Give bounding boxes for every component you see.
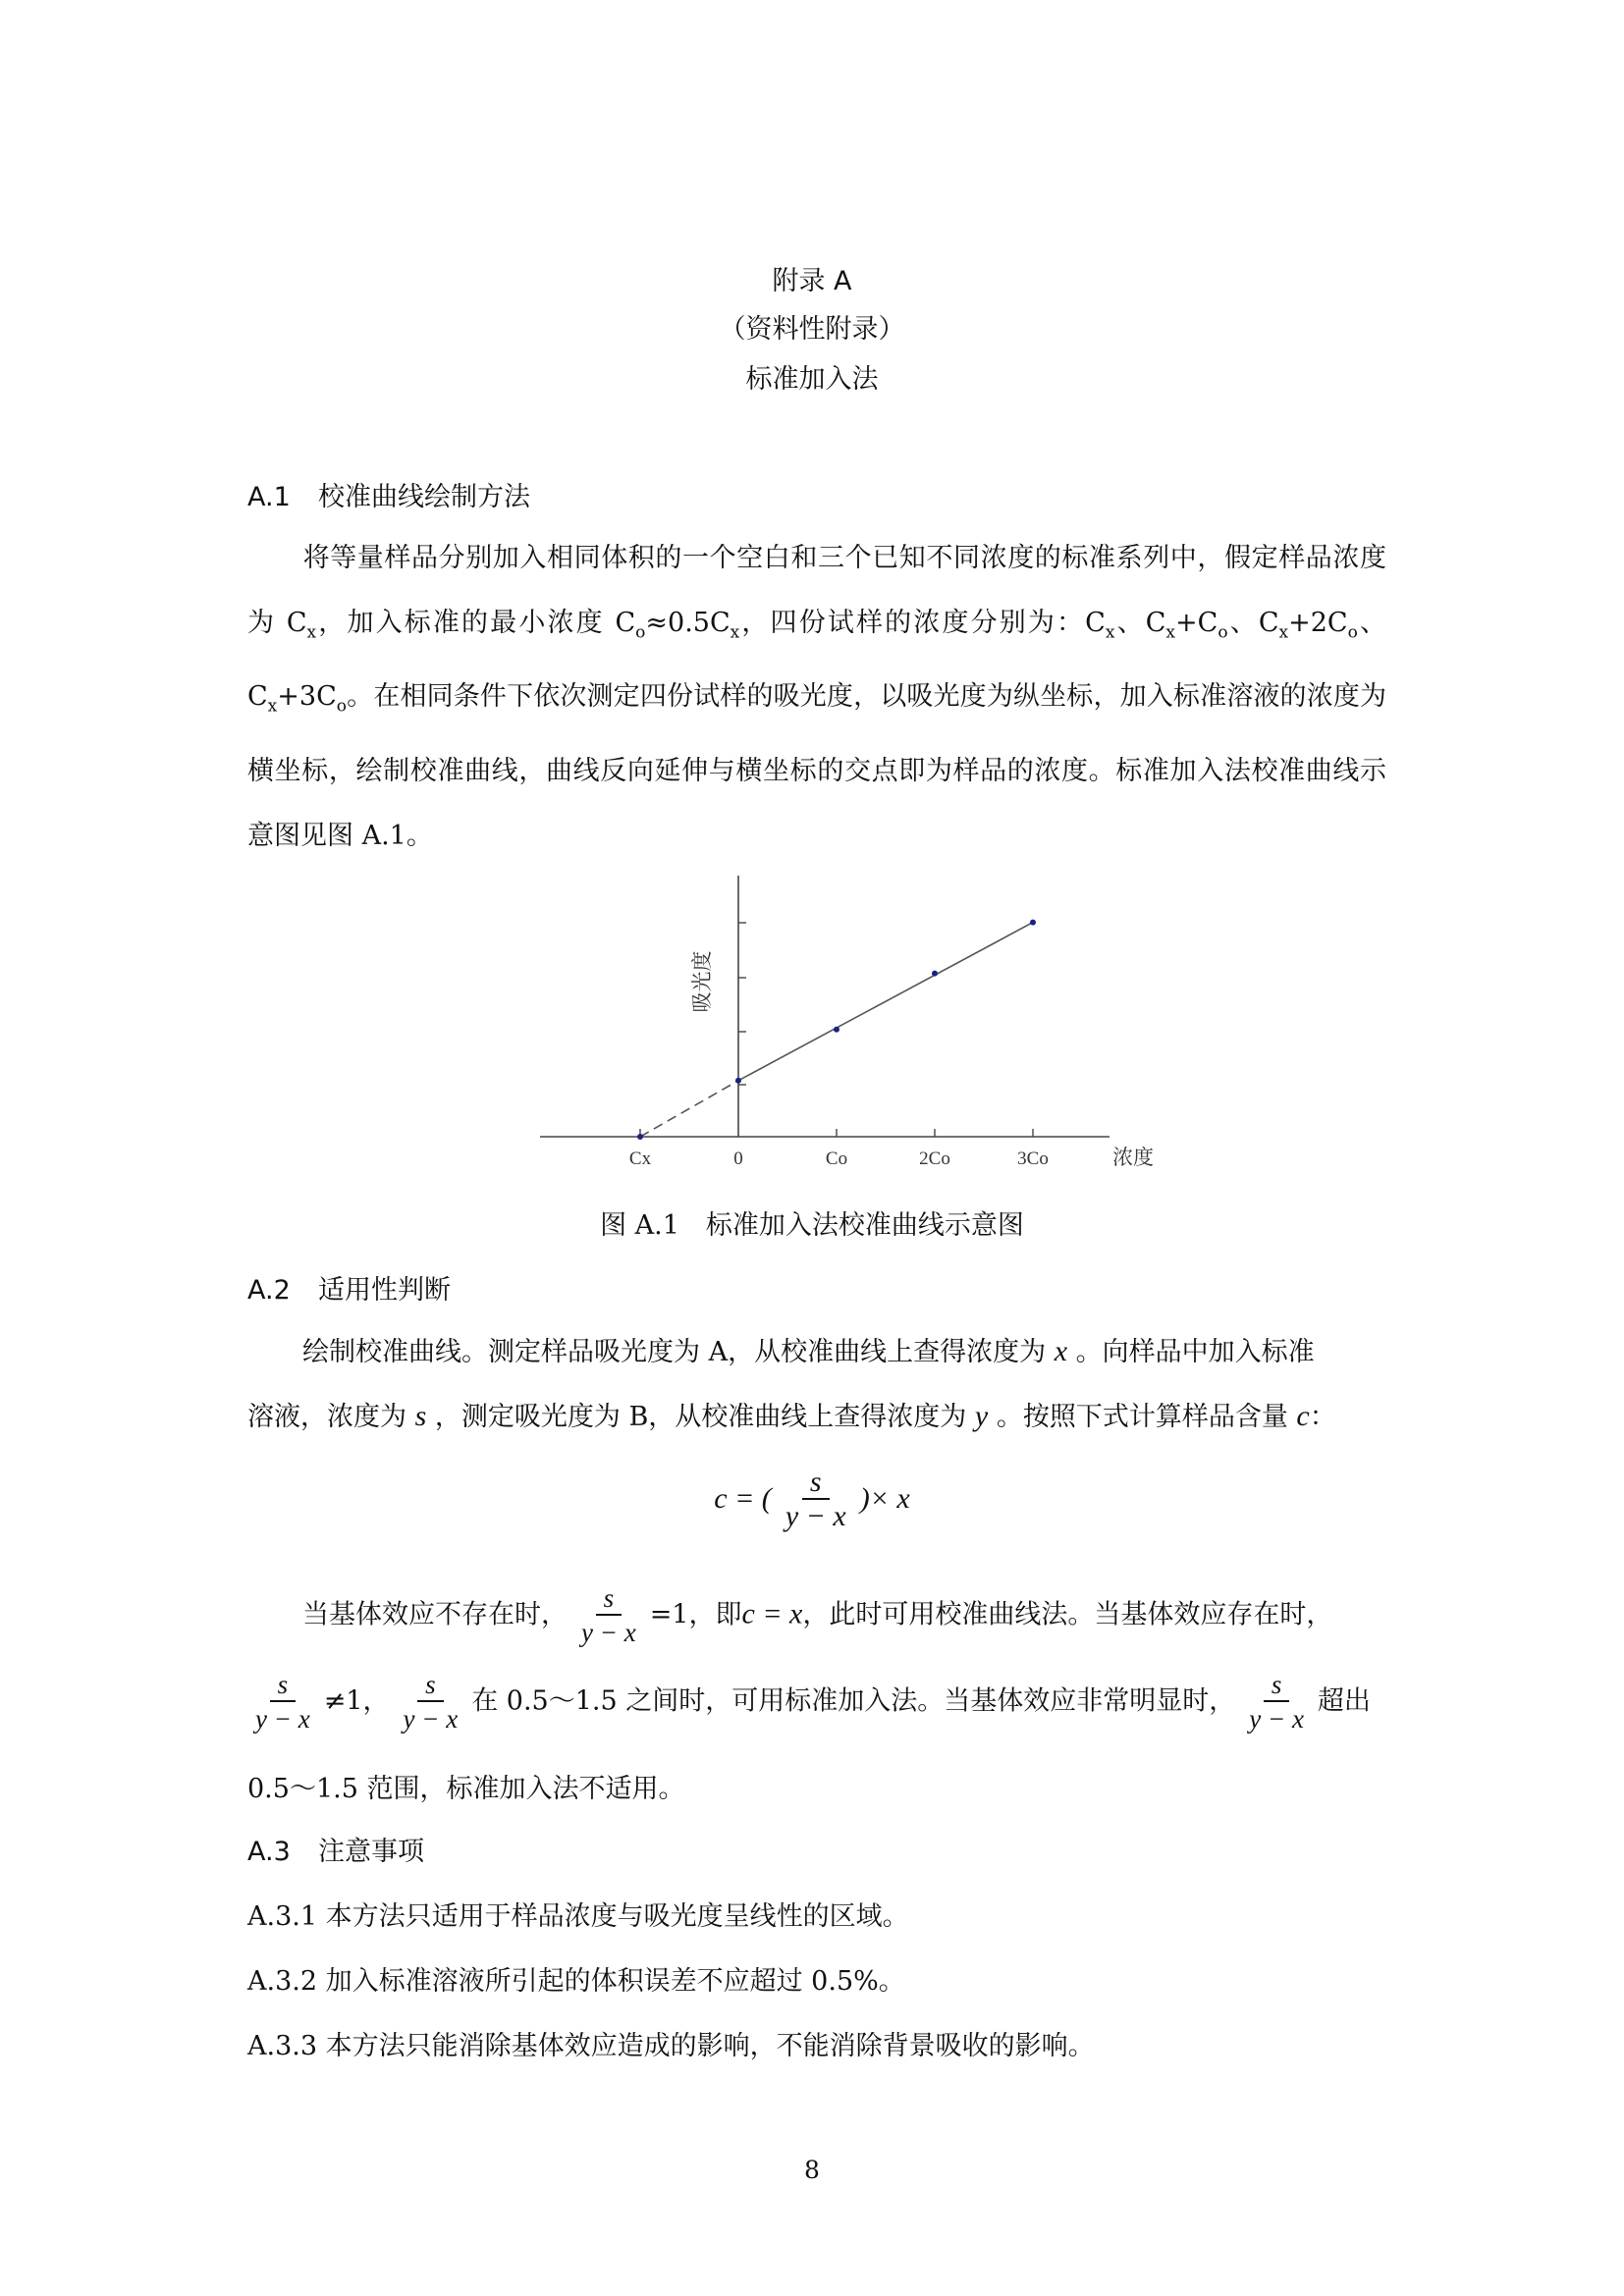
section-title: 注意事项 [318, 1837, 424, 1867]
data-point [1030, 920, 1036, 926]
section-a2-line-5: 0.5～1.5 范围，标准加入法不适用。 [247, 1774, 685, 1804]
section-title: 校准曲线绘制方法 [318, 482, 530, 512]
section-a3-item-1: A.3.1 本方法只适用于样品浓度与吸光度呈线性的区域。 [247, 1901, 909, 1932]
section-a2-line-2: 溶液，浓度为 s ，测定吸光度为 B，从校准曲线上查得浓度为 y 。按照下式计算样品含量 c： [247, 1400, 1336, 1432]
section-a1-heading [247, 475, 530, 513]
formula: c = ( $\frac{s}{y - x}$ )× x [714, 1466, 910, 1532]
data-point [735, 1078, 741, 1084]
figure-caption: 图 A.1 标准加入法校准曲线示意图 [600, 1210, 1024, 1241]
section-a2-line-4: $\frac{s}{y - x}$ ≠1， $\frac{s}{y - x}$ 在 0.5～1.5 之间时，可用标准加入法。当基体效应非常明显时， $\frac{s}{y - x}$ 超出 [255, 1670, 1371, 1734]
data-point [932, 971, 938, 977]
section-number: A.3 [247, 1837, 291, 1867]
x-tick-label: 2Co [919, 1148, 950, 1169]
section-a1-paragraph: 将等量样品分别加入相同体积的一个空白和三个已知不同浓度的标准系列中，假定样品浓度为 $C_x$，加入标准的最小浓度 $C_o\approx 0.5C_x$，四份试样的浓度分别为：$C_x$、$C_x+C_o$、$C_x+2C_o$、$C_x+3C_o$。在相同条件下依次测定四份试样的吸光度，以吸光度为纵坐标，加入标准溶液的浓度为横坐标，绘制校准曲线，曲线反向延伸与横坐标的交点即为样品的浓度。标准加入法校准曲线示意图见图 A.1。 [247, 543, 1386, 851]
section-title: 适用性判断 [318, 1275, 451, 1306]
x-tick-label: 0 [733, 1148, 743, 1169]
x-tick-label: Cx [628, 1148, 652, 1169]
calibration-line [738, 923, 1033, 1081]
x-tick-label: 3Co [1017, 1148, 1049, 1169]
section-a3-item-3: A.3.3 本方法只能消除基体效应造成的影响，不能消除背景吸收的影响。 [247, 2031, 1095, 2061]
y-axis-label: 吸光度 [690, 950, 714, 1013]
page-number: 8 [804, 2156, 820, 2184]
standard-addition-chart [530, 864, 1178, 1178]
section-a2-heading [247, 1268, 451, 1307]
section-a3-item-2: A.3.2 加入标准溶液所引起的体积误差不应超过 0.5%。 [247, 1966, 905, 1997]
data-point [834, 1027, 839, 1033]
section-a2-line-3: 当基体效应不存在时， $\frac{s}{y - x}$ =1，即c = x，此时可用校准曲线法。当基体效应存在时， [302, 1583, 1333, 1647]
x-tick-label: Co [825, 1148, 848, 1169]
extrapolated-line [640, 1081, 738, 1137]
section-a3-heading [247, 1830, 424, 1868]
appendix-label: 附录 A [772, 266, 852, 296]
section-a2-line-1: 绘制校准曲线。测定样品吸光度为 A，从校准曲线上查得浓度为 x 。向样品中加入标准 [302, 1335, 1315, 1367]
appendix-note: （资料性附录） [719, 314, 905, 345]
section-number: A.2 [247, 1275, 291, 1306]
section-number: A.1 [247, 482, 291, 512]
x-axis-label: 浓度 [1112, 1146, 1154, 1169]
appendix-title: 标准加入法 [745, 364, 879, 395]
data-point [637, 1134, 643, 1140]
